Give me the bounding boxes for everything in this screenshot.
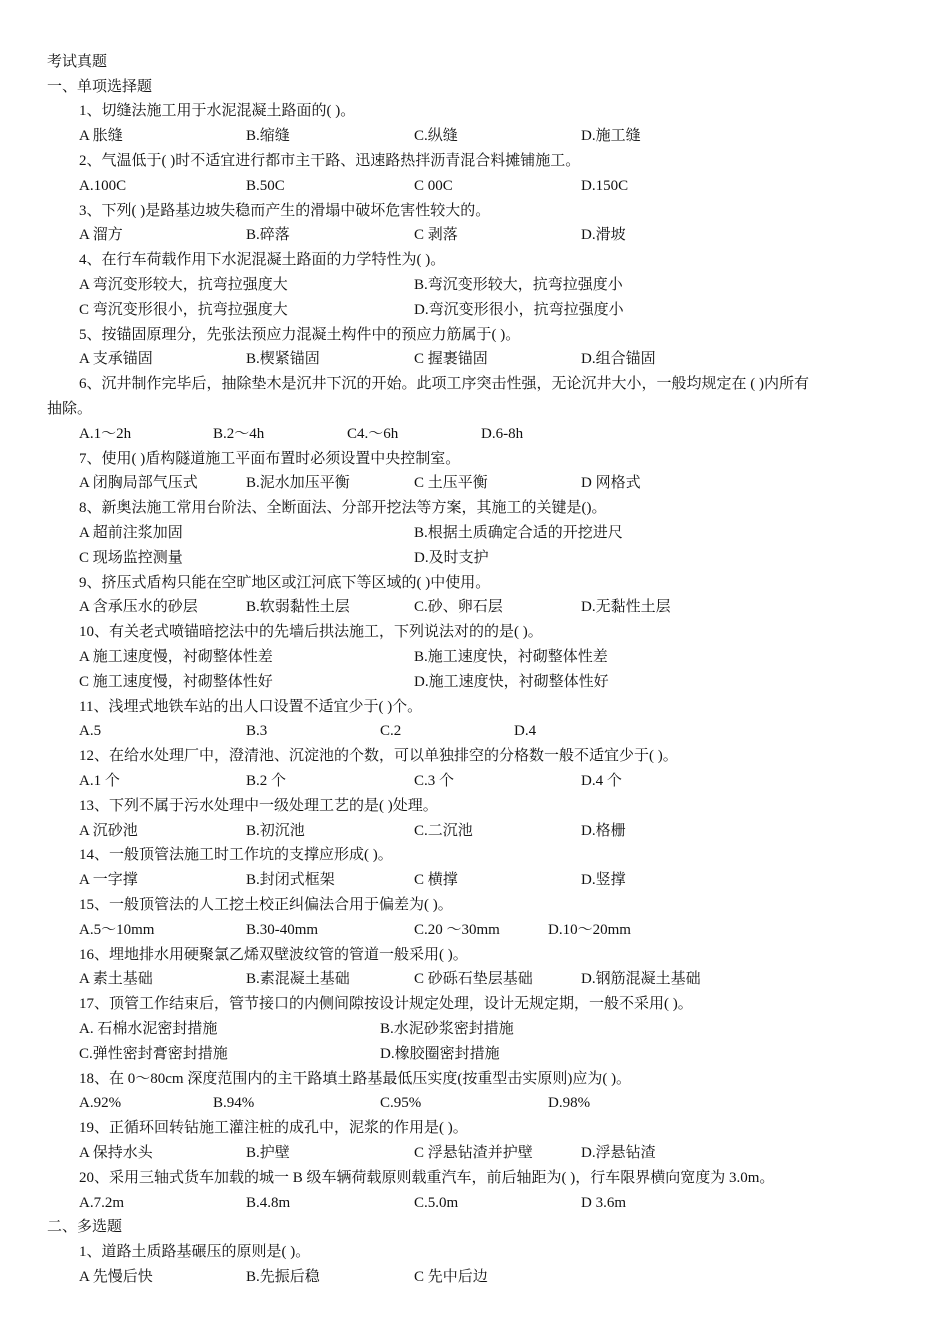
option-a: A.5～10mm [79,921,155,938]
option-d: D.钢筋混凝土基础 [581,971,701,988]
doc-title: 考试真题 [47,53,108,70]
question-9: 9、挤压式盾构只能在空旷地区或江河底下等区域的( )中使用。 [79,574,491,591]
option-d: D.4 个 [581,773,622,789]
option-a: A.92% [79,1095,122,1112]
question-6-continuation: 抽除。 [47,401,93,417]
option-c: C4.～6h [347,425,399,442]
question-2: 2、气温低于( )时不适宜进行都市主干路、迅速路热拌沥青混合料摊铺施工。 [79,153,581,169]
option-b: B.根据土质确定合适的开挖进尺 [414,525,623,541]
option-c: C 弯沉变形很小，抗弯拉强度大 [79,301,288,318]
option-d: D.弯沉变形很小，抗弯拉强度小 [414,301,624,318]
option-c: C 横撑 [414,872,458,889]
option-a: A 闭胸局部气压式 [79,475,198,492]
question-12: 12、在给水处理厂中，澄清池、沉淀池的个数，可以单独排空的分格数一般不适宜少于( )。 [79,748,678,765]
options-row [0,1091,950,1116]
option-a: A.100C [79,177,127,194]
option-d: D.滑坡 [581,227,626,244]
question-17: 17、顶管工作结束后，管节接口的内侧间隙按设计规定处理，设计无规定期，一般不采用( )。 [79,996,693,1013]
option-d: D.组合锚固 [581,351,656,368]
option-c: C 握裹锚固 [414,351,488,368]
option-b: B.2～4h [213,425,265,442]
question-14: 14、一般顶管法施工时工作坑的支撑应形成( )。 [79,847,393,864]
option-b: B.水泥砂浆密封措施 [380,1021,514,1037]
option-d: D.格栅 [581,822,626,839]
option-a: A 先慢后快 [79,1269,153,1285]
option-d: D.4 [514,723,537,740]
option-a: A 沉砂池 [79,822,138,839]
option-b: B.先振后稳 [246,1269,320,1285]
option-b: B.封闭式框架 [246,872,335,889]
section-heading-single-choice: 一、单项选择题 [47,78,153,95]
question-3: 3、下列( )是路基边坡失稳而产生的滑塌中破坏危害性较大的。 [79,202,491,219]
option-c: C.二沉池 [414,822,473,839]
options-row [0,273,950,298]
option-b: B.缩缝 [246,128,290,145]
option-b: B.护壁 [246,1145,290,1161]
option-b: B.50C [246,177,285,194]
option-d: D.施工缝 [581,128,641,145]
question-1: 1、切缝法施工用于水泥混凝土路面的( )。 [79,103,356,120]
question-13: 13、下列不属于污水处理中一级处理工艺的是( )处理。 [79,797,438,814]
option-c: C 施工速度慢，衬砌整体性好 [79,673,273,690]
option-c: C.纵缝 [414,128,458,145]
option-b: B.3 [246,723,268,740]
option-c: C.5.0m [414,1194,459,1211]
option-c: C 00C [414,177,453,194]
options-row [0,1017,950,1042]
option-d: D 3.6m [581,1194,626,1211]
option-a: A 胀缝 [79,128,123,145]
question-4: 4、在行车荷载作用下水泥混凝土路面的力学特性为( )。 [79,252,446,269]
option-d: D.98% [548,1095,591,1112]
options-row [0,174,950,199]
option-c: C.2 [380,723,402,740]
option-a: A.1 个 [79,773,120,789]
option-c: C.95% [380,1095,422,1112]
options-row [0,819,950,844]
option-a: A 支承锚固 [79,351,153,368]
option-b: B.94% [213,1095,255,1112]
question-15: 15、一般顶管法的人工挖土校正纠偏法合用于偏差为( )。 [79,897,453,913]
option-c: C.20 ～30mm [414,921,500,938]
options-row [0,967,950,992]
section-heading-multi-choice: 二、多选题 [47,1219,123,1236]
option-c: C 剥落 [414,227,458,244]
option-a: A.7.2m [79,1194,124,1211]
option-a: A 含承压水的砂层 [79,599,198,616]
option-d: D.施工速度快，衬砌整体性好 [414,673,609,690]
option-d: D 网格式 [581,475,641,492]
question-20: 20、采用三轴式货车加载的城一 B 级车辆荷载原则载重汽车，前后轴距为( )，行车限界横向宽度为 3.0m。 [79,1169,775,1186]
question-19: 19、正循环回转钻施工灌注桩的成孔中，泥浆的作用是( )。 [79,1120,468,1137]
option-d: D.6-8h [481,425,524,442]
options-row [0,645,950,670]
question-18: 18、在 0～80cm 深度范围内的主干路填土路基最低压实度(按重型击实原则)应为( )。 [79,1070,632,1087]
option-b: B.软弱黏性土层 [246,599,350,616]
option-c: C.弹性密封膏密封措施 [79,1045,228,1062]
options-row [0,1042,950,1067]
option-a: A 施工速度慢，衬砌整体性差 [79,649,273,665]
options-row [0,124,950,149]
options-row [0,521,950,546]
question-7: 7、使用( )盾构隧道施工平面布置时必须设置中央控制室。 [79,450,461,467]
options-row [0,769,950,794]
option-a: A 素土基础 [79,971,153,988]
question-11: 11、浅埋式地铁车站的出人口设置不适宜少于( )个。 [79,698,423,715]
option-b: B.泥水加压平衡 [246,475,350,492]
option-a: A.1～2h [79,425,132,442]
option-c: C 土压平衡 [414,475,488,492]
option-d: D.及时支护 [414,549,489,566]
option-d: D.橡胶圈密封措施 [380,1045,500,1062]
options-row [0,1141,950,1166]
multi-question-1: 1、道路土质路基碾压的原则是( )。 [79,1244,311,1261]
option-d: D.浮悬钻渣 [581,1145,656,1161]
option-c: C 现场监控测量 [79,549,183,566]
options-row [0,670,950,695]
option-c: C.3 个 [414,773,455,789]
option-d: D.无黏性土层 [581,599,671,616]
question-10: 10、有关老式喷锚暗挖法中的先墙后拱法施工，下列说法对的的是( )。 [79,624,543,641]
option-b: B.施工速度快，衬砌整体性差 [414,649,608,665]
options-row [0,1191,950,1216]
options-row [0,1265,950,1290]
option-d: D.10～20mm [548,921,631,938]
options-row [0,719,950,744]
option-b: B.2 个 [246,773,287,789]
options-row [0,347,950,372]
option-d: D.150C [581,177,629,194]
option-b: B.30-40mm [246,921,319,938]
option-a: A 保持水头 [79,1145,153,1161]
question-16: 16、埋地排水用硬聚氯乙烯双壁波纹管的管道一般采用( )。 [79,946,468,963]
option-a: A 一字撑 [79,872,138,889]
question-8: 8、新奥法施工常用台阶法、全断面法、分部开挖法等方案，其施工的关键是()。 [79,500,607,517]
option-a: A 弯沉变形较大，抗弯拉强度大 [79,277,288,293]
question-5: 5、按锚固原理分，先张法预应力混凝土构件中的预应力筋属于( )。 [79,326,521,343]
options-row [0,223,950,248]
options-row [0,471,950,496]
option-a: A.5 [79,723,102,740]
option-b: B.初沉池 [246,822,305,839]
option-b: B.楔紧锚固 [246,351,320,368]
options-row [0,422,950,447]
option-b: B.弯沉变形较大，抗弯拉强度小 [414,277,623,293]
option-a: A 超前注浆加固 [79,525,183,541]
option-b: B.4.8m [246,1194,291,1211]
options-row [0,595,950,620]
options-row [0,298,950,323]
option-b: B.碎落 [246,227,290,244]
option-d: D.竖撑 [581,872,626,889]
option-a: A. 石棉水泥密封措施 [79,1021,218,1037]
option-a: A 溜方 [79,227,123,244]
options-row [0,546,950,571]
option-c: C 浮悬钻渣并护壁 [414,1145,533,1161]
option-c: C 先中后边 [414,1269,488,1285]
question-6: 6、沉井制作完毕后，抽除垫木是沉井下沉的开始。此项工序突击性强，无论沉井大小，一般均规定在 ( )内所有 [79,376,809,393]
option-c: C.砂、卵石层 [414,599,503,616]
options-row [0,918,950,943]
option-b: B.素混凝土基础 [246,971,350,988]
options-row [0,868,950,893]
option-c: C 砂砾石垫层基础 [414,971,533,988]
